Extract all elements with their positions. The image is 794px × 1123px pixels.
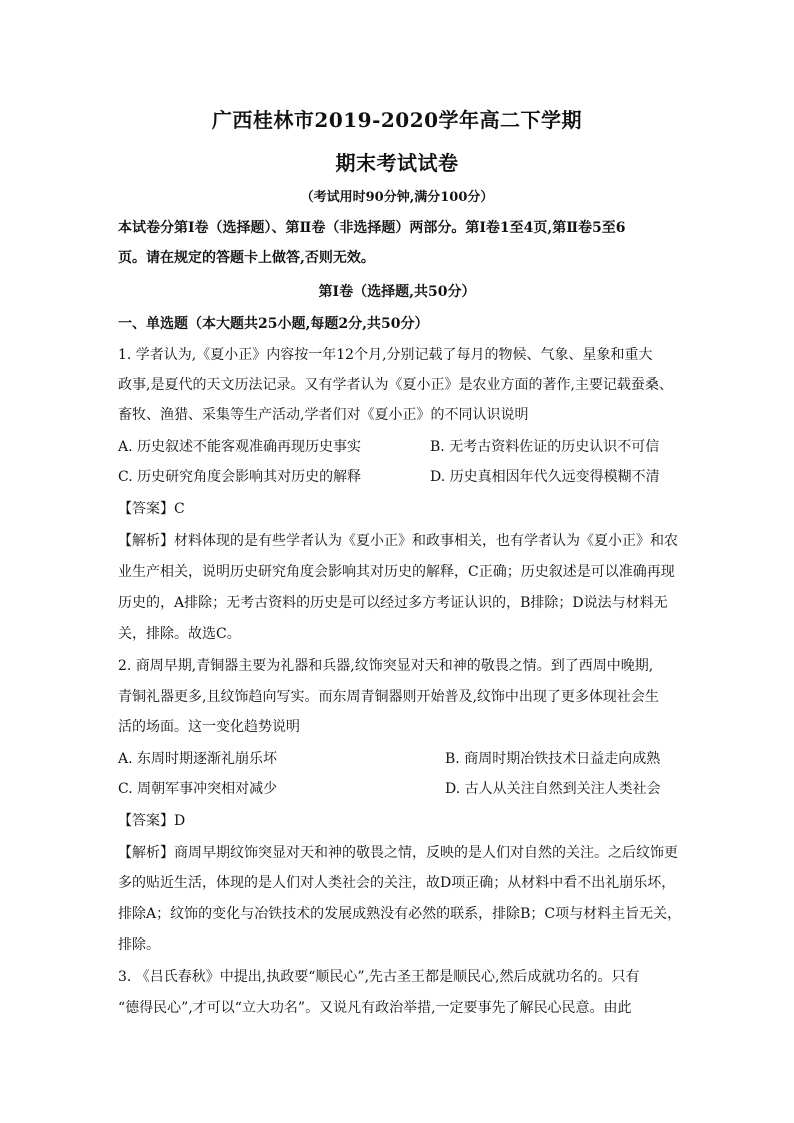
q2-explanation-line-3: 排除A；纹饰的变化与冶铁技术的发展成熟没有必然的联系，排除B；C项与材料主旨无关，: [118, 906, 682, 922]
q2-option-a: A. 东周时期逐渐礼崩乐坏: [118, 751, 278, 767]
intro-line-2: 页。请在规定的答题卡上做答,否则无效。: [118, 250, 375, 266]
q1-option-d: D. 历史真相因年代久远变得模糊不清: [430, 469, 660, 485]
q2-explanation-line-4: 排除。: [118, 937, 160, 953]
q3-stem-line-1: 3. 《吕氏春秋》中提出,执政要“顺民心”,先古圣王都是顺民心,然后成就功名的。只有: [118, 969, 640, 985]
q2-option-b: B. 商周时期冶铁技术日益走向成熟: [445, 751, 661, 767]
part-heading: 一、单选题（本大题共25小题,每题2分,共50分）: [118, 316, 429, 332]
q2-explanation-line-1: 【解析】商周早期纹饰突显对天和神的敬畏之情，反映的是人们对自然的关注。之后纹饰更: [118, 845, 678, 861]
q1-stem-line-1: 1. 学者认为,《夏小正》内容按一年12个月,分别记载了每月的物候、气象、星象和重大: [118, 347, 653, 363]
q1-stem-line-3: 畜牧、渔猎、采集等生产活动,学者们对《夏小正》的不同认识说明: [118, 407, 529, 423]
q1-option-a: A. 历史叙述不能客观准确再现历史事实: [118, 439, 362, 455]
q1-explanation-line-1: 【解析】材料体现的是有些学者认为《夏小正》和政事相关，也有学者认为《夏小正》和农: [118, 533, 678, 549]
q2-option-d: D. 古人从关注自然到关注人类社会: [445, 781, 661, 797]
q1-answer: 【答案】C: [118, 501, 185, 517]
section-heading: 第Ⅰ卷（选择题,共50分）: [318, 284, 476, 300]
q1-stem-line-2: 政事,是夏代的天文历法记录。又有学者认为《夏小正》是农业方面的著作,主要记载蚕桑、: [118, 377, 673, 393]
q2-explanation-line-2: 多的贴近生活，体现的是人们对人类社会的关注，故D项正确；从材料中看不出礼崩乐坏，: [118, 875, 676, 891]
q1-explanation-line-3: 历史的，A排除；无考古资料的历史是可以经过多方考证认识的，B排除；D说法与材料无: [118, 595, 668, 611]
intro-line-1: 本试卷分第Ⅰ卷（选择题）、第Ⅱ卷（非选择题）两部分。第Ⅰ卷1至4页,第Ⅱ卷5至6: [118, 220, 626, 236]
exam-subtitle: （考试用时90分钟,满分100分）: [300, 190, 494, 205]
q2-answer: 【答案】D: [118, 813, 186, 829]
q1-explanation-line-4: 关，排除。故选C。: [118, 626, 241, 642]
q1-option-c: C. 历史研究角度会影响其对历史的解释: [118, 469, 362, 485]
q1-option-b: B. 无考古资料佐证的历史认识不可信: [430, 439, 660, 455]
q3-stem-line-2: “德得民心”,才可以“立大功名”。又说凡有政治举措,一定要事先了解民心民意。由此: [118, 1000, 632, 1016]
exam-title: 广西桂林市2019-2020学年高二下学期: [211, 108, 583, 132]
q2-stem-line-3: 活的场面。这一变化趋势说明: [118, 719, 300, 735]
exam-title-line2: 期末考试试卷: [335, 151, 459, 175]
q1-explanation-line-2: 业生产相关，说明历史研究角度会影响其对历史的解释，C正确；历史叙述是可以准确再现: [118, 564, 675, 580]
q2-stem-line-2: 青铜礼器更多,且纹饰趋向写实。而东周青铜器则开始普及,纹饰中出现了更多体现社会生: [118, 689, 659, 705]
q2-stem-line-1: 2. 商周早期,青铜器主要为礼器和兵器,纹饰突显对天和神的敬畏之情。到了西周中晚期,: [118, 658, 654, 674]
q2-option-c: C. 周朝军事冲突相对减少: [118, 781, 278, 797]
